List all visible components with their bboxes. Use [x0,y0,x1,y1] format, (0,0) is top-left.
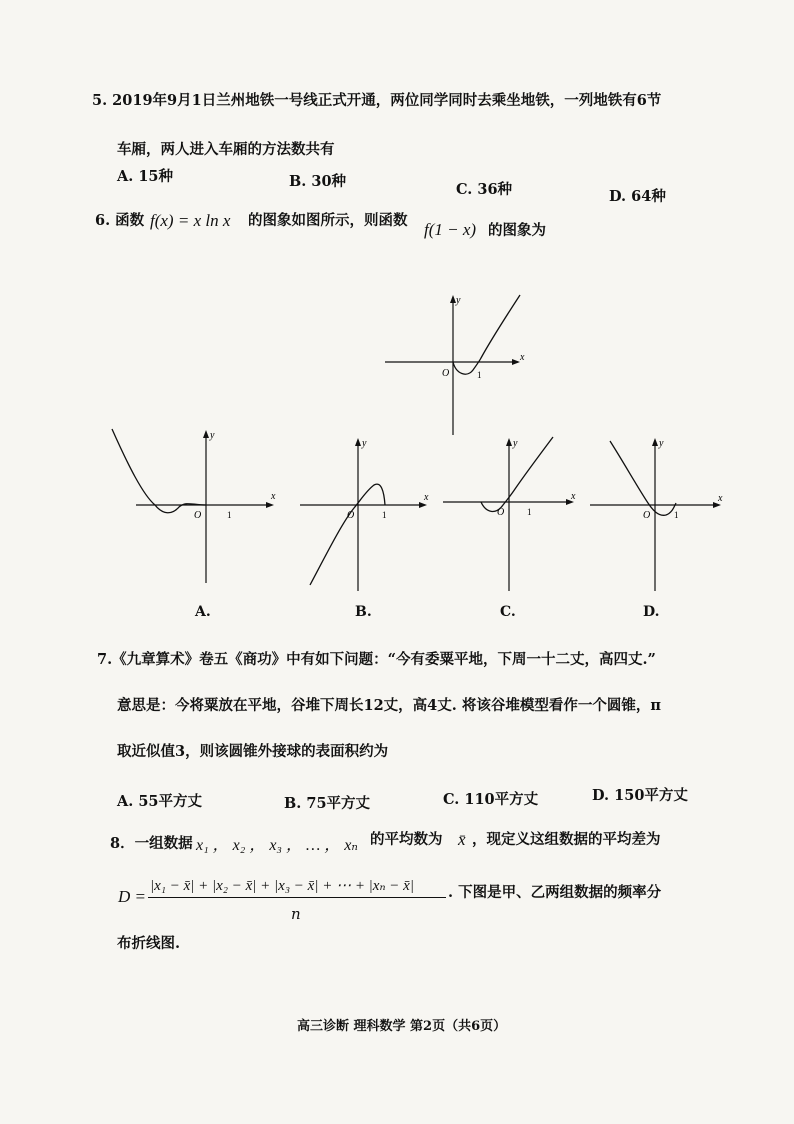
main-one-label: 1 [477,370,482,380]
q7-option-c: C. 110平方丈 [443,791,539,808]
d-y-arrow [652,438,658,446]
q7-option-d: D. 150平方丈 [592,787,688,804]
q5-line1: 5. 2019年9月1日兰州地铁一号线正式开通，两位同学同时去乘坐地铁，一列地铁有6节 [92,92,662,109]
q8-fraction-bar [148,897,446,898]
q7-option-a: A. 55平方丈 [117,793,203,810]
b-origin: O [347,510,355,521]
b-y-arrow [355,438,361,446]
q6-main-graph [380,290,530,440]
q6-func1: f(x) = x ln x [150,211,231,230]
q6-middle: 的图象如图所示，则函数 [248,212,408,229]
q8-line3: 布折线图. [117,935,181,952]
d-x-label: x [718,493,723,504]
q8-line1-c: ，现定义这组数据的平均差为 [472,831,661,848]
b-y-label: y [362,438,367,449]
q8-formula-numerator: |x₁ − x̄| + |x₂ − x̄| + |x₃ − x̄| + ⋯ + |xₙ − x̄| [150,878,414,894]
d-origin: O [643,510,651,521]
a-curve [112,429,206,513]
q6-func2: f(1 − x) [424,220,477,239]
q8-data-seq: x₁ ， x₂ ， x₃ ， … ， xₙ [196,837,358,854]
q6-graph-b [292,433,437,593]
q8-line1-b: 的平均数为 [370,831,443,848]
main-x-arrow [512,359,520,365]
q6-graph-a [108,425,283,585]
q8-line2-after: . 下图是甲、乙两组数据的频率分 [448,884,662,901]
b-curve [310,484,385,585]
c-y-label: y [513,438,518,449]
q7-line2: 意思是：今将粟放在平地，谷堆下周长12丈，高4丈. 将该谷堆模型看作一个圆锥，π [117,697,661,714]
a-y-label: y [210,430,215,441]
d-y-label: y [659,438,664,449]
main-y-label: y [456,295,461,306]
q8-mean: x̄ [458,830,466,849]
q6-graph-d [588,433,733,593]
q6-suffix: 的图象为 [488,222,546,239]
a-x-label: x [271,491,276,502]
b-one-label: 1 [382,510,387,520]
q5-option-d: D. 64种 [609,188,666,205]
a-y-arrow [203,430,209,438]
q5-line2: 车厢，两人进入车厢的方法数共有 [117,141,335,158]
q8-line1-a: 8．一组数据 [110,835,193,852]
graph-label-d: D. [643,604,660,620]
c-origin: O [497,507,505,518]
graph-label-b: B. [355,604,372,620]
q7-line3: 取近似值3，则该圆锥外接球的表面积约为 [117,743,389,760]
q7-line1: 7.《九章算术》卷五《商功》中有如下问题：“今有委粟平地，下周一十二丈，高四丈.” [97,651,656,668]
q5-option-c: C. 36种 [456,181,513,198]
main-x-label: x [520,352,525,363]
b-x-label: x [424,492,429,503]
q7-option-b: B. 75平方丈 [284,795,371,812]
q6-prefix: 6. 函数 [95,212,145,229]
c-x-label: x [571,491,576,502]
c-y-arrow [506,438,512,446]
q8-formula-denominator: n [291,905,301,923]
q8-formula-lhs: D = [118,887,146,906]
a-x-arrow [266,502,274,508]
graph-label-c: C. [500,604,516,620]
main-origin: O [442,368,450,379]
graph-label-a: A. [195,604,211,620]
d-curve [610,441,676,515]
q5-option-b: B. 30种 [289,173,347,190]
a-origin: O [194,510,202,521]
a-one-label: 1 [227,510,232,520]
page-footer: 高三诊断 理科数学 第2页（共6页） [297,1019,507,1034]
q5-option-a: A. 15种 [117,168,174,185]
q6-graph-c [441,433,586,593]
c-one-label: 1 [527,507,532,517]
d-one-label: 1 [674,510,679,520]
